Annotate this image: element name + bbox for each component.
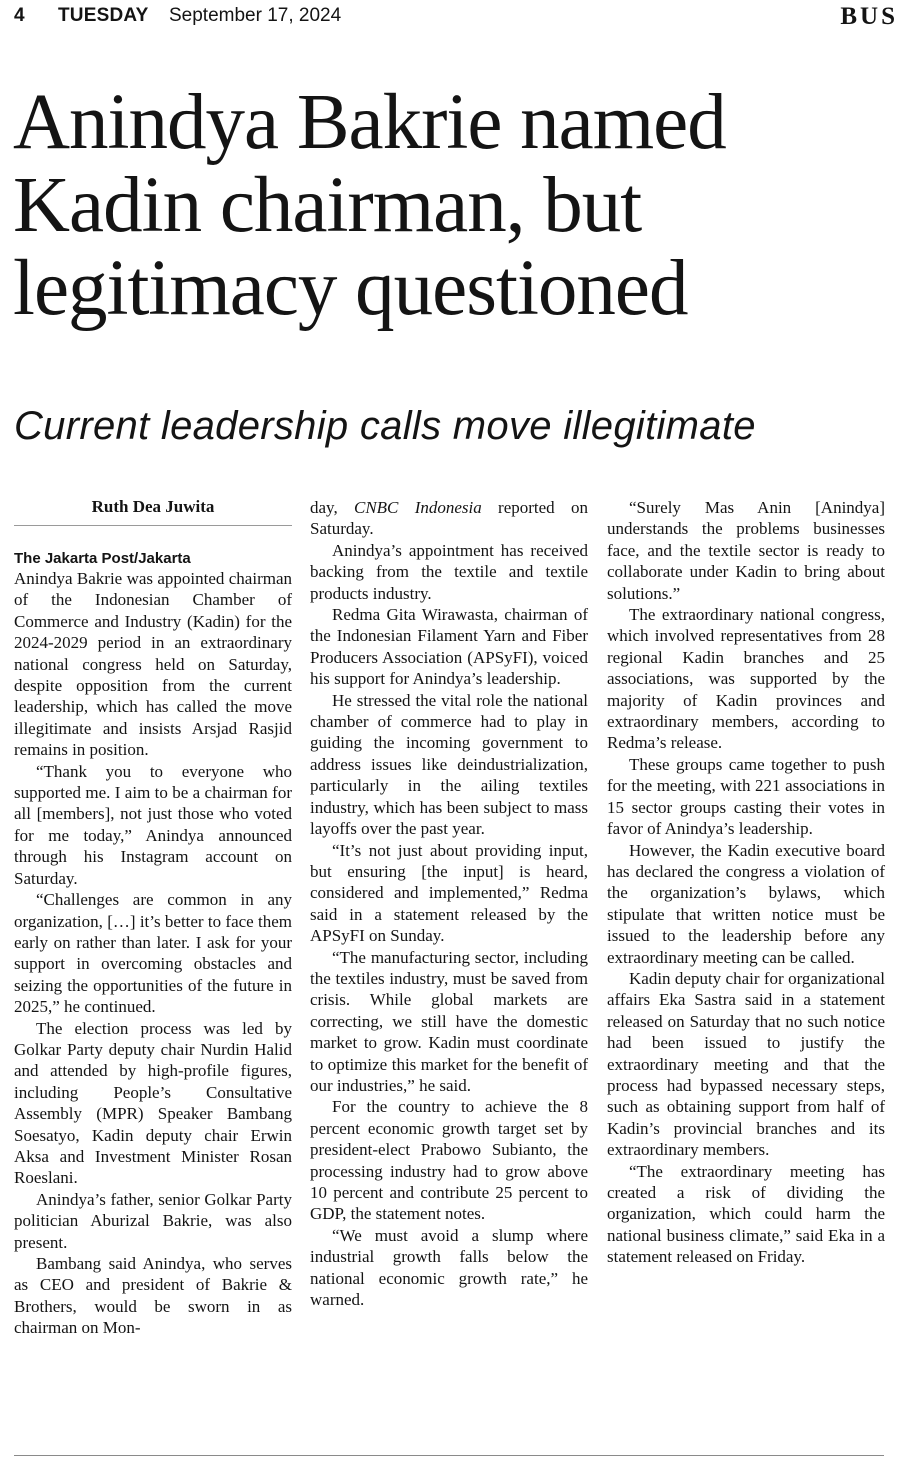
paragraph: “We must avoid a slump where industrial growth falls below the national economic growth rate,” he warned. bbox=[310, 1225, 588, 1310]
paragraph: Kadin deputy chair for organizational affairs Eka Sastra said in a statement released on Saturday that no such notice had been issued to justify the extraordinary meeting and that the process had bypassed necessary steps, such as obtaining support from half of Kadin’s provincial branches and its extraordinary members. bbox=[607, 968, 885, 1160]
paragraph: Anindya’s father, senior Golkar Party politician Aburizal Bakrie, was also present. bbox=[14, 1189, 292, 1252]
headline-line-3: legitimacy questioned bbox=[13, 244, 688, 332]
paragraph: “The manufacturing sector, including the textiles industry, must be saved from crisis. While global markets are correcting, we still have the domestic market to grow. Kadin must coordinate to optimize this market for the benefit of our industries,” he said. bbox=[310, 947, 588, 1095]
paragraph: Bambang said Anindya, who serves as CEO and president of Bakrie & Brothers, would be sworn in as chairman on Mon- bbox=[14, 1254, 292, 1338]
article-headline bbox=[13, 79, 893, 332]
article-deck: Current leadership calls move illegitimate bbox=[14, 404, 756, 448]
page-number: 4 bbox=[14, 5, 25, 26]
article-column-1 bbox=[14, 497, 292, 1339]
headline-line-2: Kadin chairman, but bbox=[13, 161, 642, 249]
publication-name: CNBC Indonesia bbox=[354, 498, 482, 517]
section-label: BUS bbox=[840, 3, 898, 30]
dateline: The Jakarta Post/Jakarta bbox=[14, 550, 191, 567]
paragraph: “Challenges are common in any organization, […] it’s better to face them early on rather than later. I ask for your support in overcoming obstacles and seizing the opportunities of the future in 2025,” he continued. bbox=[14, 890, 292, 1017]
paragraph: Anindya’s appointment has received backing from the textile and textile products industry. bbox=[310, 540, 588, 603]
page-masthead bbox=[14, 5, 898, 33]
paragraph: day, CNBC Indonesia reported on Saturday. bbox=[310, 498, 588, 539]
paragraph: However, the Kadin executive board has declared the congress a violation of the organization’s bylaws, which stipulate that written notice must be issued to the leadership before any extraordinary meeting can be called. bbox=[607, 840, 885, 967]
article-column-3 bbox=[607, 497, 885, 1268]
paragraph: “The extraordinary meeting has created a risk of dividing the organization, which could harm the national business climate,” said Eka in a statement released on Friday. bbox=[607, 1161, 885, 1267]
paragraph: “Surely Mas Anin [Anindya] understands the problems businesses face, and the textile sector is ready to collaborate under Kadin to bring about solutions.” bbox=[607, 498, 885, 603]
publication-date: September 17, 2024 bbox=[169, 5, 342, 26]
paragraph: Anindya Bakrie was appointed chairman of the Indonesian Chamber of Commerce and Industry (Kadin) for the 2024-2029 period in an extraordinary national congress held on Saturday, despite opposition from the current leadership, which has called the move illegitimate and insists Arsjad Rasjid remains in position. bbox=[14, 569, 292, 760]
paragraph: “It’s not just about providing input, but ensuring [the input] is heard, considered and implemented,” Redma said in a statement released by the APSyFI on Sunday. bbox=[310, 840, 588, 946]
paragraph: For the country to achieve the 8 percent economic growth target set by president-elect Prabowo Subianto, the processing industry had to grow above 10 percent and contribute 25 percent to GDP, the statement notes. bbox=[310, 1097, 588, 1224]
article-column-2 bbox=[310, 497, 588, 1310]
byline: Ruth Dea Juwita bbox=[14, 497, 292, 526]
paragraph: The extraordinary national congress, which involved representatives from 28 regional Kadin branches and 25 associations, was supported by the majority of Kadin provinces and extraordinary members, according to Redma’s release. bbox=[607, 605, 885, 753]
headline-line-1: Anindya Bakrie named bbox=[13, 79, 726, 166]
paragraph: The election process was led by Golkar Party deputy chair Nurdin Halid and attended by high-profile figures, including People’s Consultative Assembly (MPR) Speaker Bambang Soesatyo, Kadin deputy chair Erwin Aksa and Investment Minister Rosan Roeslani. bbox=[14, 1018, 292, 1188]
paragraph: These groups came together to push for the meeting, with 221 associations in 15 sector groups casting their votes in favor of Anindya’s leadership. bbox=[607, 754, 885, 839]
paragraph: “Thank you to everyone who supported me. I aim to be a chairman for all [members], not just those who voted for me today,” Anindya announced through his Instagram account on Saturday. bbox=[14, 761, 292, 888]
paragraph: Redma Gita Wirawasta, chairman of the Indonesian Filament Yarn and Fiber Producers Association (APSyFI), voiced his support for Anindya’s leadership. bbox=[310, 605, 588, 689]
publication-day: TUESDAY bbox=[58, 5, 149, 26]
bottom-rule bbox=[14, 1455, 884, 1456]
paragraph: He stressed the vital role the national chamber of commerce had to play in guiding the incoming government to address issues like deindustrialization, particularly in the ailing textiles industry, which has been subject to mass layoffs over the past year. bbox=[310, 690, 588, 839]
